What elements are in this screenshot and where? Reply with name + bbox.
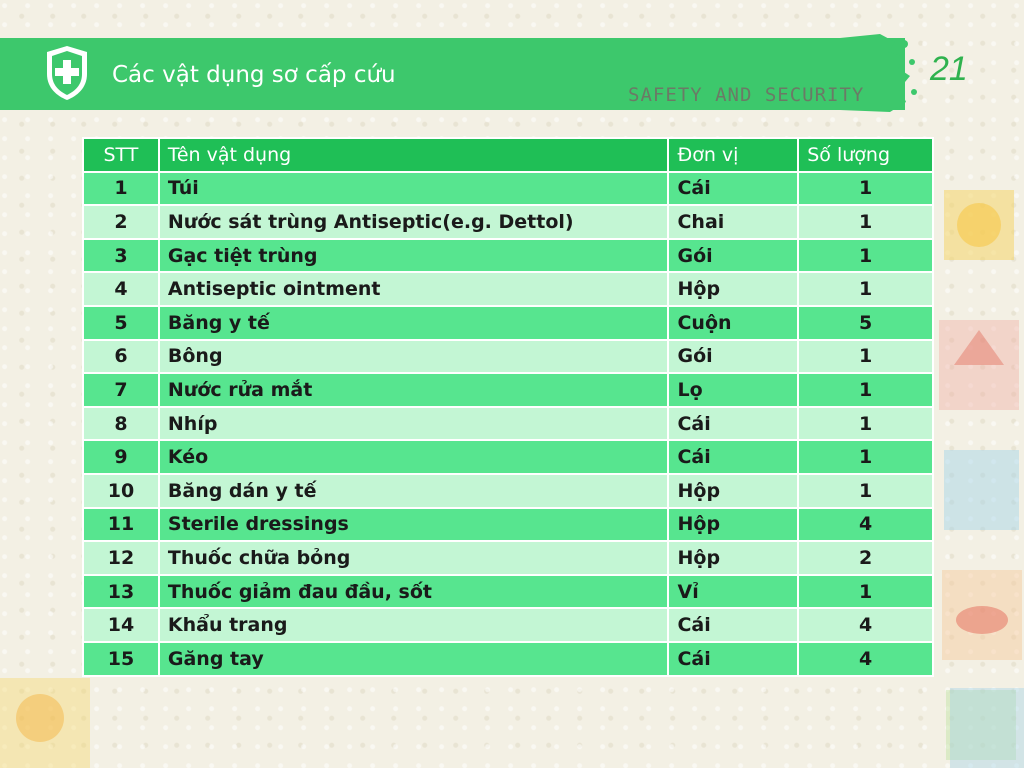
cell-unit: Vỉ [668,575,798,609]
header-unit: Đơn vị [668,138,798,172]
cell-quantity: 2 [798,541,933,575]
cell-stt: 15 [83,642,159,676]
cell-quantity: 4 [798,642,933,676]
cell-item-name: Găng tay [159,642,669,676]
cell-quantity: 1 [798,373,933,407]
brand-text: SAFETY AND SECURITY [628,84,865,106]
table-row [83,440,933,474]
table-row [83,172,933,206]
cell-unit: Lọ [668,373,798,407]
cell-quantity: 1 [798,474,933,508]
cell-item-name: Bông [159,340,669,374]
table-row [83,272,933,306]
cell-item-name: Băng y tế [159,306,669,340]
table-row [83,541,933,575]
cell-item-name: Antiseptic ointment [159,272,669,306]
cell-item-name: Túi [159,172,669,206]
cell-quantity: 1 [798,575,933,609]
cell-stt: 8 [83,407,159,441]
table-row [83,508,933,542]
first-aid-items-table [82,137,934,677]
cell-stt: 3 [83,239,159,273]
table-row [83,575,933,609]
page-number: 21 [930,50,968,88]
table-body [83,172,933,676]
cell-stt: 13 [83,575,159,609]
cell-stt: 2 [83,205,159,239]
cell-unit: Hộp [668,272,798,306]
header-stt: STT [83,138,159,172]
cell-item-name: Khẩu trang [159,608,669,642]
table-row [83,205,933,239]
cell-item-name: Băng dán y tế [159,474,669,508]
cell-unit: Hộp [668,508,798,542]
cell-item-name: Gạc tiệt trùng [159,239,669,273]
cell-stt: 7 [83,373,159,407]
cell-stt: 6 [83,340,159,374]
table-row [83,642,933,676]
first-aid-shield-icon [45,44,89,102]
cell-unit: Cái [668,642,798,676]
cell-unit: Cái [668,407,798,441]
cell-unit: Hộp [668,474,798,508]
cell-quantity: 4 [798,608,933,642]
cell-quantity: 1 [798,440,933,474]
cell-stt: 10 [83,474,159,508]
cell-unit: Chai [668,205,798,239]
cell-item-name: Nhíp [159,407,669,441]
cell-unit: Hộp [668,541,798,575]
cell-unit: Cuộn [668,306,798,340]
slide-title: Các vật dụng sơ cấp cứu [112,62,396,88]
cell-stt: 4 [83,272,159,306]
cell-unit: Cái [668,440,798,474]
cell-stt: 12 [83,541,159,575]
cell-quantity: 1 [798,272,933,306]
cell-item-name: Thuốc chữa bỏng [159,541,669,575]
cell-quantity: 1 [798,340,933,374]
cell-stt: 1 [83,172,159,206]
cell-item-name: Nước sát trùng Antiseptic(e.g. Dettol) [159,205,669,239]
cell-unit: Cái [668,608,798,642]
header-quantity: Số lượng [798,138,933,172]
cell-item-name: Nước rửa mắt [159,373,669,407]
header-item-name: Tên vật dụng [159,138,669,172]
table-row [83,608,933,642]
table-row [83,474,933,508]
table-row [83,373,933,407]
cell-quantity: 1 [798,407,933,441]
cell-quantity: 1 [798,172,933,206]
cell-quantity: 4 [798,508,933,542]
cell-stt: 11 [83,508,159,542]
cell-unit: Gói [668,340,798,374]
table-header-row [83,138,933,172]
table-row [83,407,933,441]
cell-quantity: 5 [798,306,933,340]
cell-stt: 14 [83,608,159,642]
cell-item-name: Thuốc giảm đau đầu, sốt [159,575,669,609]
table-row [83,239,933,273]
cell-quantity: 1 [798,205,933,239]
cell-quantity: 1 [798,239,933,273]
cell-stt: 5 [83,306,159,340]
cell-unit: Gói [668,239,798,273]
table-row [83,340,933,374]
table-row [83,306,933,340]
cell-stt: 9 [83,440,159,474]
cell-item-name: Kéo [159,440,669,474]
cell-unit: Cái [668,172,798,206]
cell-item-name: Sterile dressings [159,508,669,542]
